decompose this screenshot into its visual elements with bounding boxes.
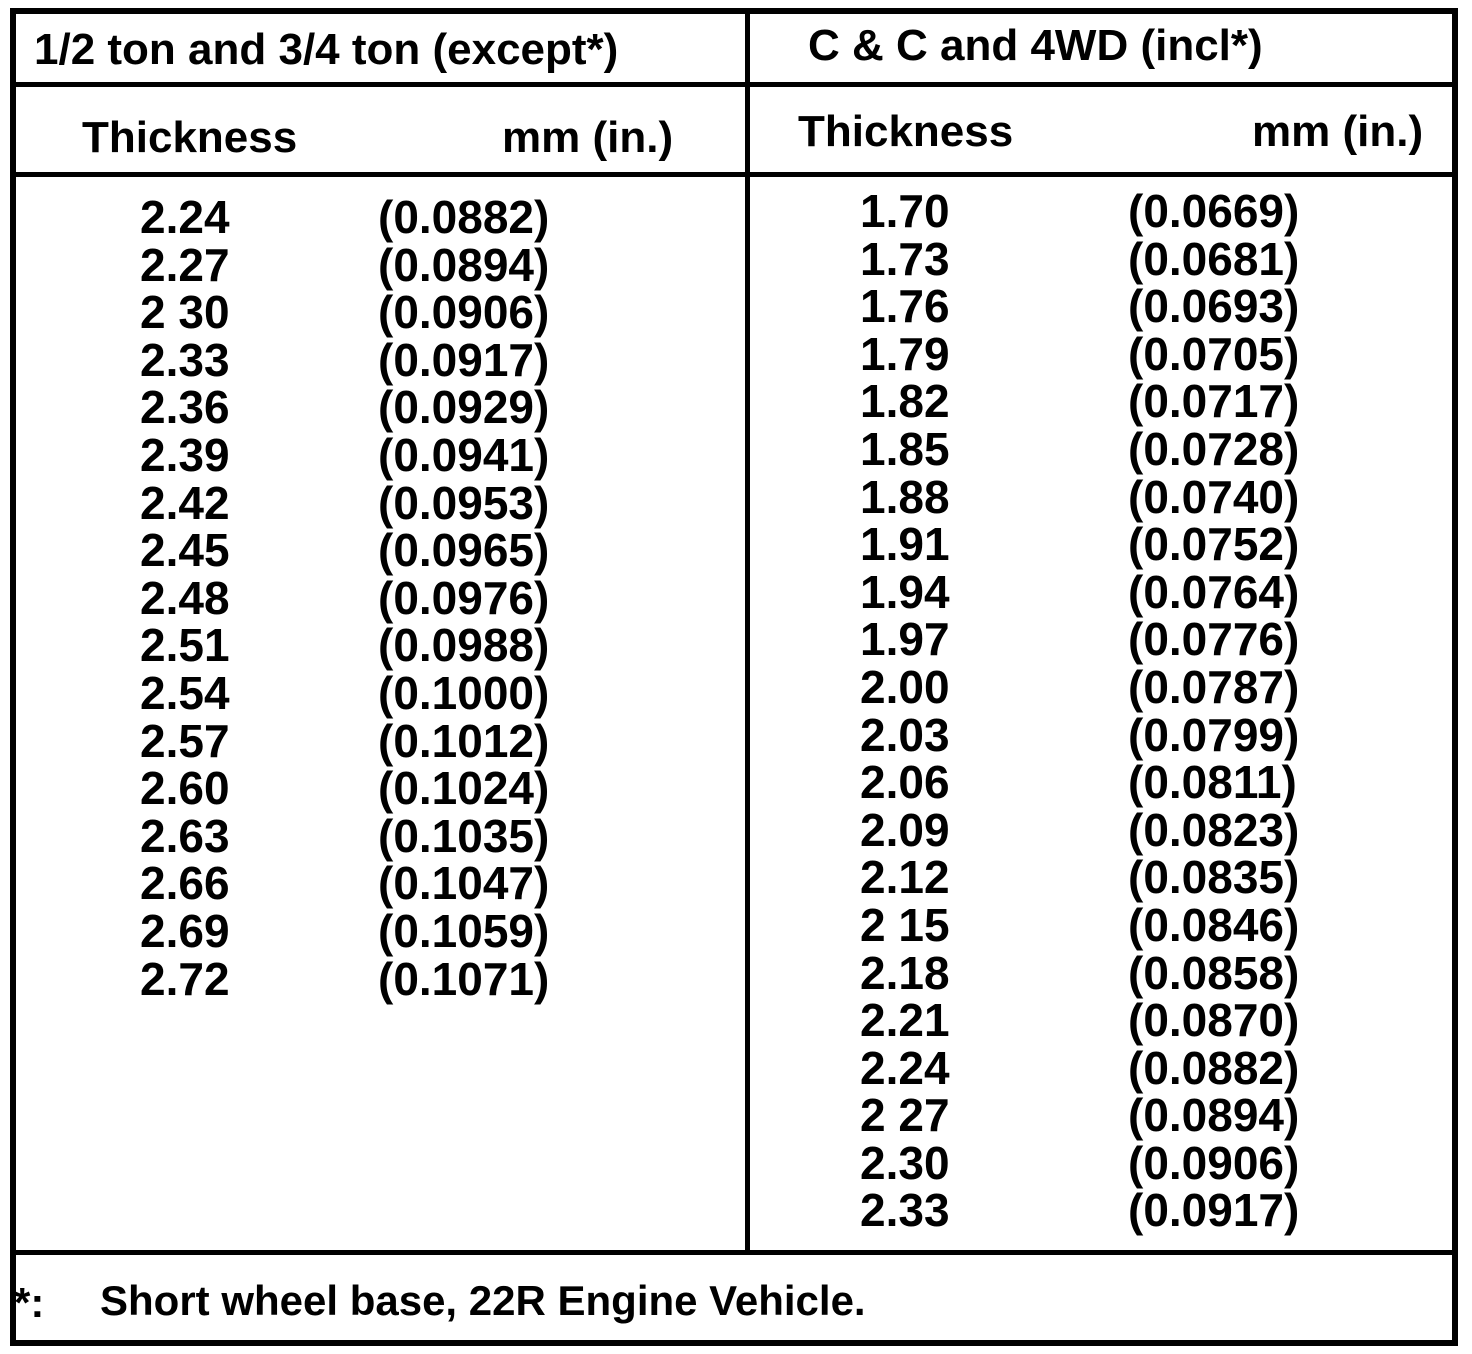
- right-mm-cell: 1.82: [860, 375, 950, 428]
- right-mm-cell: 1.88: [860, 470, 950, 523]
- left-in-cell: (0.0917): [378, 333, 550, 386]
- right-mm-cell: 2.21: [860, 994, 950, 1047]
- right-in-cell: (0.0752): [1128, 518, 1300, 571]
- right-in-cell: (0.0705): [1128, 327, 1300, 380]
- left-unit-label: mm (in.): [502, 113, 674, 162]
- right-mm-cell: 1.73: [860, 232, 950, 285]
- left-in-cell: (0.1047): [378, 857, 550, 910]
- left-mm-cell: 2.48: [140, 571, 230, 624]
- left-in-cell: (0.0988): [378, 619, 550, 672]
- left-section-title: 1/2 ton and 3/4 ton (except*): [34, 25, 619, 74]
- right-in-cell: (0.0776): [1128, 613, 1300, 666]
- right-section-title: C & C and 4WD (incl*): [808, 21, 1263, 70]
- right-in-cell: (0.0799): [1128, 708, 1300, 761]
- right-in-cell: (0.0728): [1128, 422, 1300, 475]
- left-mm-cell: 2.45: [140, 524, 230, 577]
- right-in-cell: (0.0764): [1128, 565, 1300, 618]
- right-in-column: [1128, 185, 1300, 1237]
- left-mm-cell: 2.33: [140, 333, 230, 386]
- right-in-cell: (0.0906): [1128, 1136, 1300, 1189]
- right-mm-cell: 1.70: [860, 185, 950, 237]
- right-mm-cell: 2 27: [860, 1089, 950, 1142]
- right-mm-cell: 2.09: [860, 803, 950, 856]
- left-in-cell: (0.1059): [378, 904, 550, 957]
- left-in-cell: (0.0929): [378, 381, 550, 434]
- right-in-cell: (0.0740): [1128, 470, 1300, 523]
- right-in-cell: (0.0870): [1128, 994, 1300, 1047]
- right-mm-cell: 1.85: [860, 422, 950, 475]
- left-in-cell: (0.0882): [378, 191, 550, 243]
- left-in-cell: (0.0976): [378, 571, 550, 624]
- footnote-text: Short wheel base, 22R Engine Vehicle.: [100, 1277, 866, 1324]
- right-in-cell: (0.0894): [1128, 1089, 1300, 1142]
- right-mm-cell: 1.79: [860, 327, 950, 380]
- right-mm-cell: 2.18: [860, 946, 950, 999]
- right-mm-cell: 1.91: [860, 518, 950, 571]
- left-mm-cell: 2.27: [140, 238, 230, 291]
- column-divider: [745, 8, 750, 1253]
- left-mm-column: [140, 191, 230, 1005]
- left-thickness-label: Thickness: [82, 113, 298, 162]
- right-mm-cell: 2.06: [860, 756, 950, 809]
- right-mm-cell: 2.30: [860, 1136, 950, 1189]
- right-mm-column: [860, 185, 950, 1237]
- left-mm-cell: 2.42: [140, 476, 230, 529]
- right-mm-cell: 2.12: [860, 851, 950, 904]
- right-in-cell: (0.0669): [1128, 185, 1300, 237]
- right-thickness-label: Thickness: [798, 107, 1014, 156]
- right-in-cell: (0.0693): [1128, 280, 1300, 333]
- right-in-cell: (0.0823): [1128, 803, 1300, 856]
- right-mm-cell: 2.24: [860, 1041, 950, 1094]
- right-in-cell: (0.0858): [1128, 946, 1300, 999]
- left-in-cell: (0.0953): [378, 476, 550, 529]
- left-mm-cell: 2.66: [140, 857, 230, 910]
- right-in-cell: (0.0787): [1128, 660, 1300, 713]
- right-mm-cell: 1.97: [860, 613, 950, 666]
- left-in-cell: (0.1000): [378, 666, 550, 719]
- left-mm-cell: 2.72: [140, 952, 230, 1005]
- left-mm-cell: 2.39: [140, 428, 230, 481]
- right-mm-cell: 2.33: [860, 1184, 950, 1237]
- right-in-cell: (0.0717): [1128, 375, 1300, 428]
- right-in-cell: (0.0882): [1128, 1041, 1300, 1094]
- left-mm-cell: 2.54: [140, 666, 230, 719]
- right-mm-cell: 2 15: [860, 898, 950, 951]
- left-mm-cell: 2.60: [140, 762, 230, 815]
- left-in-cell: (0.0965): [378, 524, 550, 577]
- right-mm-cell: 1.94: [860, 565, 950, 618]
- left-in-cell: (0.1071): [378, 952, 550, 1005]
- right-in-cell: (0.0846): [1128, 898, 1300, 951]
- footnote-divider: [10, 1250, 1458, 1255]
- right-mm-cell: 2.00: [860, 660, 950, 713]
- left-in-cell: (0.0941): [378, 428, 550, 481]
- left-in-cell: (0.0894): [378, 238, 550, 291]
- left-mm-cell: 2.24: [140, 191, 230, 243]
- header-divider-bottom: [10, 172, 1458, 177]
- left-in-cell: (0.0906): [378, 286, 550, 339]
- right-in-cell: (0.0917): [1128, 1184, 1300, 1237]
- header-divider-top: [10, 82, 1458, 87]
- right-unit-label: mm (in.): [1252, 107, 1424, 156]
- footnote-marker: *:: [14, 1279, 45, 1326]
- left-mm-cell: 2 30: [140, 286, 230, 339]
- right-in-cell: (0.0681): [1128, 232, 1300, 285]
- left-mm-cell: 2.63: [140, 809, 230, 862]
- right-mm-cell: 2.03: [860, 708, 950, 761]
- left-in-cell: (0.1035): [378, 809, 550, 862]
- left-in-cell: (0.1012): [378, 714, 550, 767]
- left-mm-cell: 2.36: [140, 381, 230, 434]
- left-mm-cell: 2.51: [140, 619, 230, 672]
- left-mm-cell: 2.57: [140, 714, 230, 767]
- left-in-cell: (0.1024): [378, 762, 550, 815]
- right-in-cell: (0.0835): [1128, 851, 1300, 904]
- right-mm-cell: 1.76: [860, 280, 950, 333]
- right-in-cell: (0.0811): [1128, 756, 1297, 809]
- left-mm-cell: 2.69: [140, 904, 230, 957]
- left-in-column: [378, 191, 550, 1005]
